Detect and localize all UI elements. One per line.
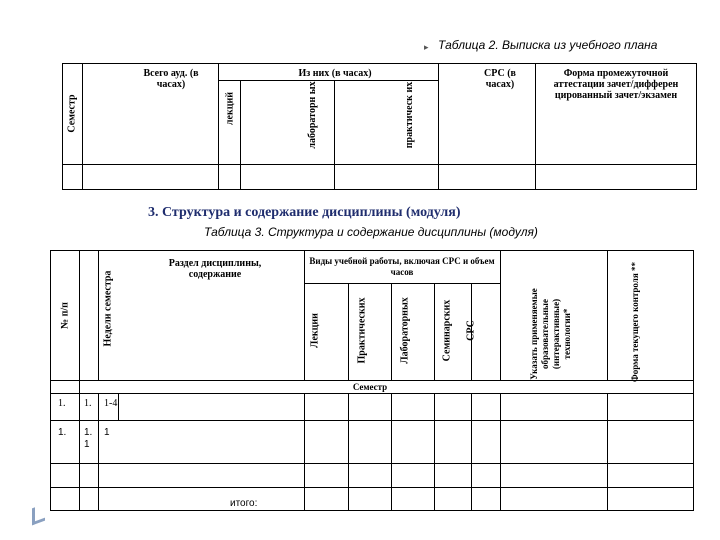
bullet-icon: ▸ [424, 42, 429, 52]
t3-col-control: Форма текущего контроля ** [630, 262, 640, 382]
section-title: 3. Структура и содержание дисциплины (модуля) [148, 205, 461, 220]
row1-week: 1. [84, 398, 92, 409]
t2-col-srs: СРС (в часах) [484, 68, 516, 90]
t3-col-practical: Практических [356, 297, 368, 364]
t3-col-week: Недели семестра [102, 270, 114, 347]
t3-col-lectures: Лекции [309, 313, 321, 348]
t2-col-semester: Семестр [66, 94, 78, 133]
t3-col-seminars: Семинарских [441, 299, 453, 362]
t2-col-attestation: Форма промежуточной аттестации зачет/дифферен цированный зачет/экзамен [553, 68, 679, 101]
t2-col-total-aud: Всего ауд. (в часах) [143, 68, 199, 90]
row1-num: 1. [58, 398, 66, 409]
t3-col-work-types: Виды учебной работы, включая СРС и объем часов [309, 256, 495, 277]
table2-caption: Таблица 2. Выписка из учебного плана [438, 38, 658, 52]
t3-col-srs: СРС [465, 320, 477, 341]
row1-section: 1-4 [104, 398, 118, 409]
t3-semester-row: Семестр [352, 382, 388, 392]
row2-section: 1 [104, 427, 110, 438]
t2-col-lectures: лекций [224, 91, 236, 126]
t3-col-section: Раздел дисциплины, содержание [168, 258, 262, 280]
t3-col-tech: Указать применяемые образовательные (интерактивные) технологии* [529, 288, 572, 380]
t3-col-num: № п/п [59, 302, 71, 329]
t2-col-labs: лабораторн ых [307, 81, 318, 149]
t2-col-practical: практическ их [404, 81, 415, 149]
t2-col-of-them: Из них (в часах) [298, 68, 372, 79]
row2-num: 1. [58, 427, 67, 438]
t3-col-labs: Лабораторных [399, 297, 411, 364]
table3-caption: Таблица 3. Структура и содержание дисциплины (модуля) [204, 225, 538, 239]
row2-week: 1. 1 [84, 427, 93, 450]
total-label: итого: [230, 498, 258, 509]
